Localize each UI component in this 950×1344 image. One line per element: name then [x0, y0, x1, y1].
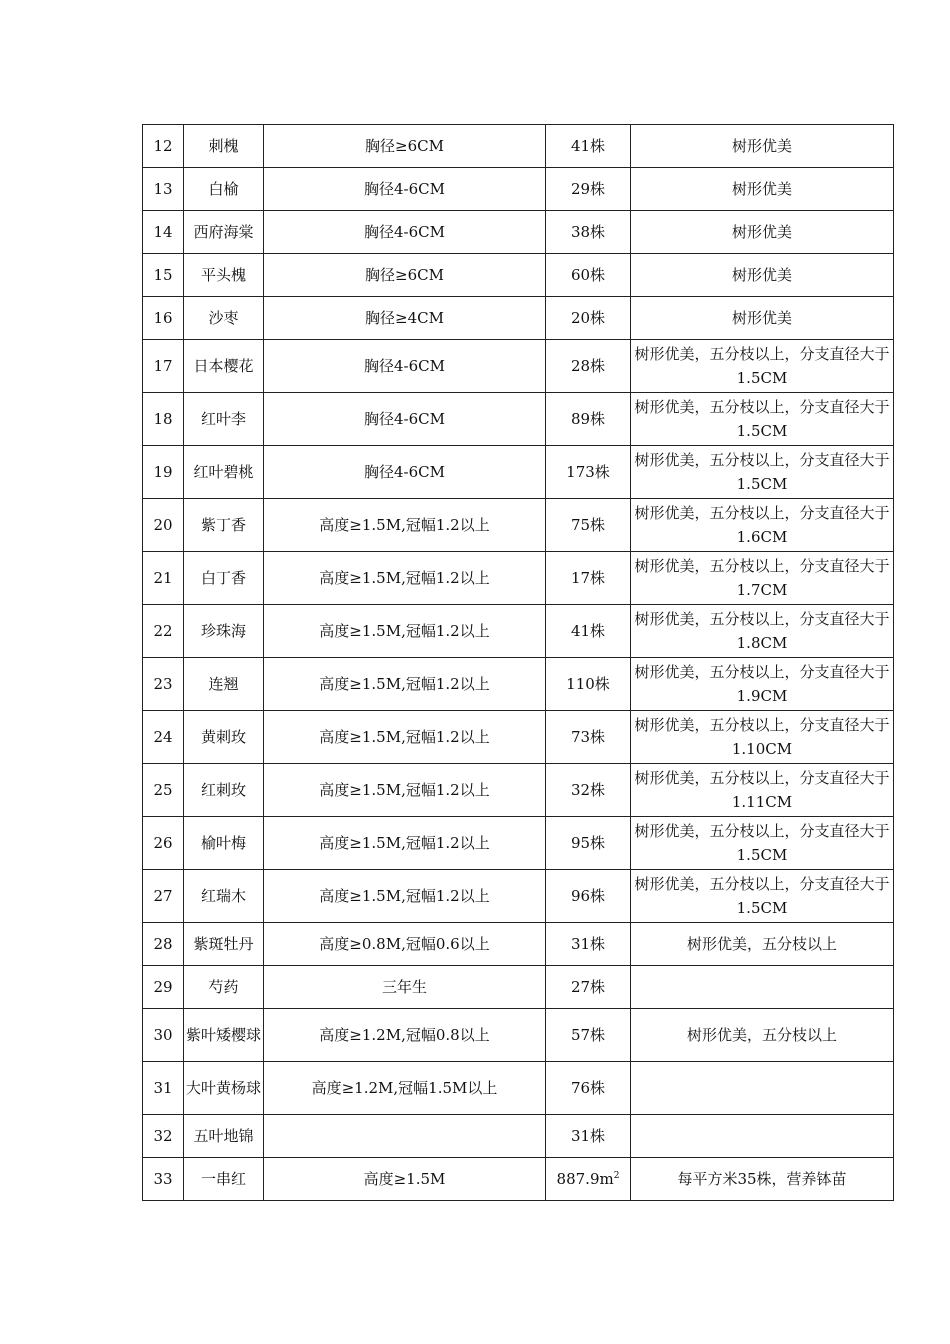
plant-name: 红叶李 — [184, 393, 264, 446]
plant-spec: 胸径≥4CM — [264, 297, 546, 340]
plant-quantity: 89株 — [546, 393, 631, 446]
row-number: 33 — [143, 1158, 184, 1201]
plant-quantity: 75株 — [546, 499, 631, 552]
plant-name: 连翘 — [184, 658, 264, 711]
plant-name: 红瑞木 — [184, 870, 264, 923]
plant-spec: 高度≥1.5M,冠幅1.2以上 — [264, 764, 546, 817]
plant-quantity: 28株 — [546, 340, 631, 393]
plant-note: 树形优美，五分枝以上，分支直径大于1.6CM — [631, 499, 894, 552]
plant-note: 树形优美 — [631, 254, 894, 297]
plant-note: 树形优美，五分枝以上，分支直径大于1.5CM — [631, 393, 894, 446]
row-number: 18 — [143, 393, 184, 446]
plant-spec: 胸径4-6CM — [264, 446, 546, 499]
plant-spec: 高度≥1.5M — [264, 1158, 546, 1201]
plant-name: 沙枣 — [184, 297, 264, 340]
plant-name: 芍药 — [184, 966, 264, 1009]
plant-quantity — [546, 1158, 631, 1201]
plant-note: 树形优美，五分枝以上 — [631, 923, 894, 966]
plant-quantity: 73株 — [546, 711, 631, 764]
plant-spec: 高度≥1.2M,冠幅1.5M以上 — [264, 1062, 546, 1115]
row-number: 29 — [143, 966, 184, 1009]
row-number: 21 — [143, 552, 184, 605]
plant-note: 树形优美 — [631, 168, 894, 211]
plant-spec: 胸径4-6CM — [264, 168, 546, 211]
plant-name: 一串红 — [184, 1158, 264, 1201]
table-row — [143, 125, 894, 168]
plant-spec: 三年生 — [264, 966, 546, 1009]
row-number: 13 — [143, 168, 184, 211]
plant-quantity: 29株 — [546, 168, 631, 211]
plant-table — [142, 124, 894, 1201]
plant-spec: 胸径4-6CM — [264, 393, 546, 446]
table-row — [143, 1158, 894, 1201]
row-number: 16 — [143, 297, 184, 340]
plant-quantity: 38株 — [546, 211, 631, 254]
table-row — [143, 817, 894, 870]
plant-note: 每平方米35株，营养钵苗 — [631, 1158, 894, 1201]
table-row — [143, 499, 894, 552]
plant-note: 树形优美，五分枝以上，分支直径大于1.9CM — [631, 658, 894, 711]
plant-spec — [264, 1115, 546, 1158]
plant-name: 白丁香 — [184, 552, 264, 605]
plant-name: 刺槐 — [184, 125, 264, 168]
table-row — [143, 923, 894, 966]
row-number: 30 — [143, 1009, 184, 1062]
quantity-value: 887.9m — [556, 1170, 614, 1188]
plant-note: 树形优美，五分枝以上，分支直径大于1.5CM — [631, 340, 894, 393]
plant-quantity: 95株 — [546, 817, 631, 870]
row-number: 15 — [143, 254, 184, 297]
plant-quantity: 17株 — [546, 552, 631, 605]
plant-name: 红刺玫 — [184, 764, 264, 817]
table-row — [143, 168, 894, 211]
plant-spec: 高度≥1.5M,冠幅1.2以上 — [264, 499, 546, 552]
plant-quantity: 31株 — [546, 923, 631, 966]
plant-note: 树形优美，五分枝以上，分支直径大于1.10CM — [631, 711, 894, 764]
table-row — [143, 870, 894, 923]
plant-name: 西府海棠 — [184, 211, 264, 254]
plant-quantity: 57株 — [546, 1009, 631, 1062]
plant-spec: 高度≥1.5M,冠幅1.2以上 — [264, 658, 546, 711]
row-number: 26 — [143, 817, 184, 870]
plant-note — [631, 1062, 894, 1115]
plant-name: 紫叶矮樱球 — [184, 1009, 264, 1062]
plant-note: 树形优美，五分枝以上，分支直径大于1.7CM — [631, 552, 894, 605]
plant-quantity: 41株 — [546, 605, 631, 658]
plant-note: 树形优美 — [631, 297, 894, 340]
plant-table-body — [143, 125, 894, 1201]
table-row — [143, 254, 894, 297]
plant-note: 树形优美，五分枝以上，分支直径大于1.8CM — [631, 605, 894, 658]
plant-name: 五叶地锦 — [184, 1115, 264, 1158]
plant-note: 树形优美，五分枝以上，分支直径大于1.5CM — [631, 817, 894, 870]
plant-quantity: 96株 — [546, 870, 631, 923]
plant-spec: 高度≥1.5M,冠幅1.2以上 — [264, 605, 546, 658]
table-row — [143, 658, 894, 711]
plant-name: 紫丁香 — [184, 499, 264, 552]
plant-note: 树形优美，五分枝以上 — [631, 1009, 894, 1062]
plant-spec: 高度≥1.5M,冠幅1.2以上 — [264, 711, 546, 764]
plant-note: 树形优美，五分枝以上，分支直径大于1.5CM — [631, 870, 894, 923]
table-row — [143, 211, 894, 254]
table-row — [143, 711, 894, 764]
plant-quantity: 32株 — [546, 764, 631, 817]
plant-quantity: 41株 — [546, 125, 631, 168]
table-row — [143, 393, 894, 446]
plant-note: 树形优美，五分枝以上，分支直径大于1.11CM — [631, 764, 894, 817]
plant-quantity: 110株 — [546, 658, 631, 711]
unit-exponent: 2 — [613, 1171, 620, 1181]
plant-spec: 高度≥1.5M,冠幅1.2以上 — [264, 817, 546, 870]
plant-name: 红叶碧桃 — [184, 446, 264, 499]
row-number: 22 — [143, 605, 184, 658]
plant-name: 珍珠海 — [184, 605, 264, 658]
table-row — [143, 764, 894, 817]
row-number: 27 — [143, 870, 184, 923]
table-row — [143, 297, 894, 340]
table-row — [143, 1115, 894, 1158]
plant-name: 紫斑牡丹 — [184, 923, 264, 966]
plant-name: 榆叶梅 — [184, 817, 264, 870]
row-number: 25 — [143, 764, 184, 817]
plant-quantity: 27株 — [546, 966, 631, 1009]
table-row — [143, 446, 894, 499]
plant-quantity: 20株 — [546, 297, 631, 340]
plant-note — [631, 1115, 894, 1158]
table-row — [143, 1009, 894, 1062]
plant-name: 日本樱花 — [184, 340, 264, 393]
plant-spec: 胸径4-6CM — [264, 211, 546, 254]
plant-spec: 高度≥1.5M,冠幅1.2以上 — [264, 870, 546, 923]
table-row — [143, 1062, 894, 1115]
table-row — [143, 552, 894, 605]
row-number: 28 — [143, 923, 184, 966]
plant-quantity: 60株 — [546, 254, 631, 297]
plant-name: 黄刺玫 — [184, 711, 264, 764]
row-number: 23 — [143, 658, 184, 711]
plant-spec: 胸径≥6CM — [264, 125, 546, 168]
plant-note: 树形优美 — [631, 125, 894, 168]
row-number: 17 — [143, 340, 184, 393]
row-number: 20 — [143, 499, 184, 552]
table-row — [143, 605, 894, 658]
row-number: 31 — [143, 1062, 184, 1115]
row-number: 12 — [143, 125, 184, 168]
plant-quantity: 31株 — [546, 1115, 631, 1158]
plant-note: 树形优美，五分枝以上，分支直径大于1.5CM — [631, 446, 894, 499]
plant-name: 平头槐 — [184, 254, 264, 297]
plant-name: 白榆 — [184, 168, 264, 211]
plant-note: 树形优美 — [631, 211, 894, 254]
plant-note — [631, 966, 894, 1009]
table-row — [143, 966, 894, 1009]
plant-quantity: 76株 — [546, 1062, 631, 1115]
row-number: 19 — [143, 446, 184, 499]
plant-spec: 高度≥1.5M,冠幅1.2以上 — [264, 552, 546, 605]
row-number: 24 — [143, 711, 184, 764]
plant-spec: 胸径≥6CM — [264, 254, 546, 297]
row-number: 32 — [143, 1115, 184, 1158]
table-row — [143, 340, 894, 393]
plant-name: 大叶黄杨球 — [184, 1062, 264, 1115]
plant-spec: 高度≥1.2M,冠幅0.8以上 — [264, 1009, 546, 1062]
row-number: 14 — [143, 211, 184, 254]
plant-spec: 高度≥0.8M,冠幅0.6以上 — [264, 923, 546, 966]
plant-spec: 胸径4-6CM — [264, 340, 546, 393]
plant-quantity: 173株 — [546, 446, 631, 499]
